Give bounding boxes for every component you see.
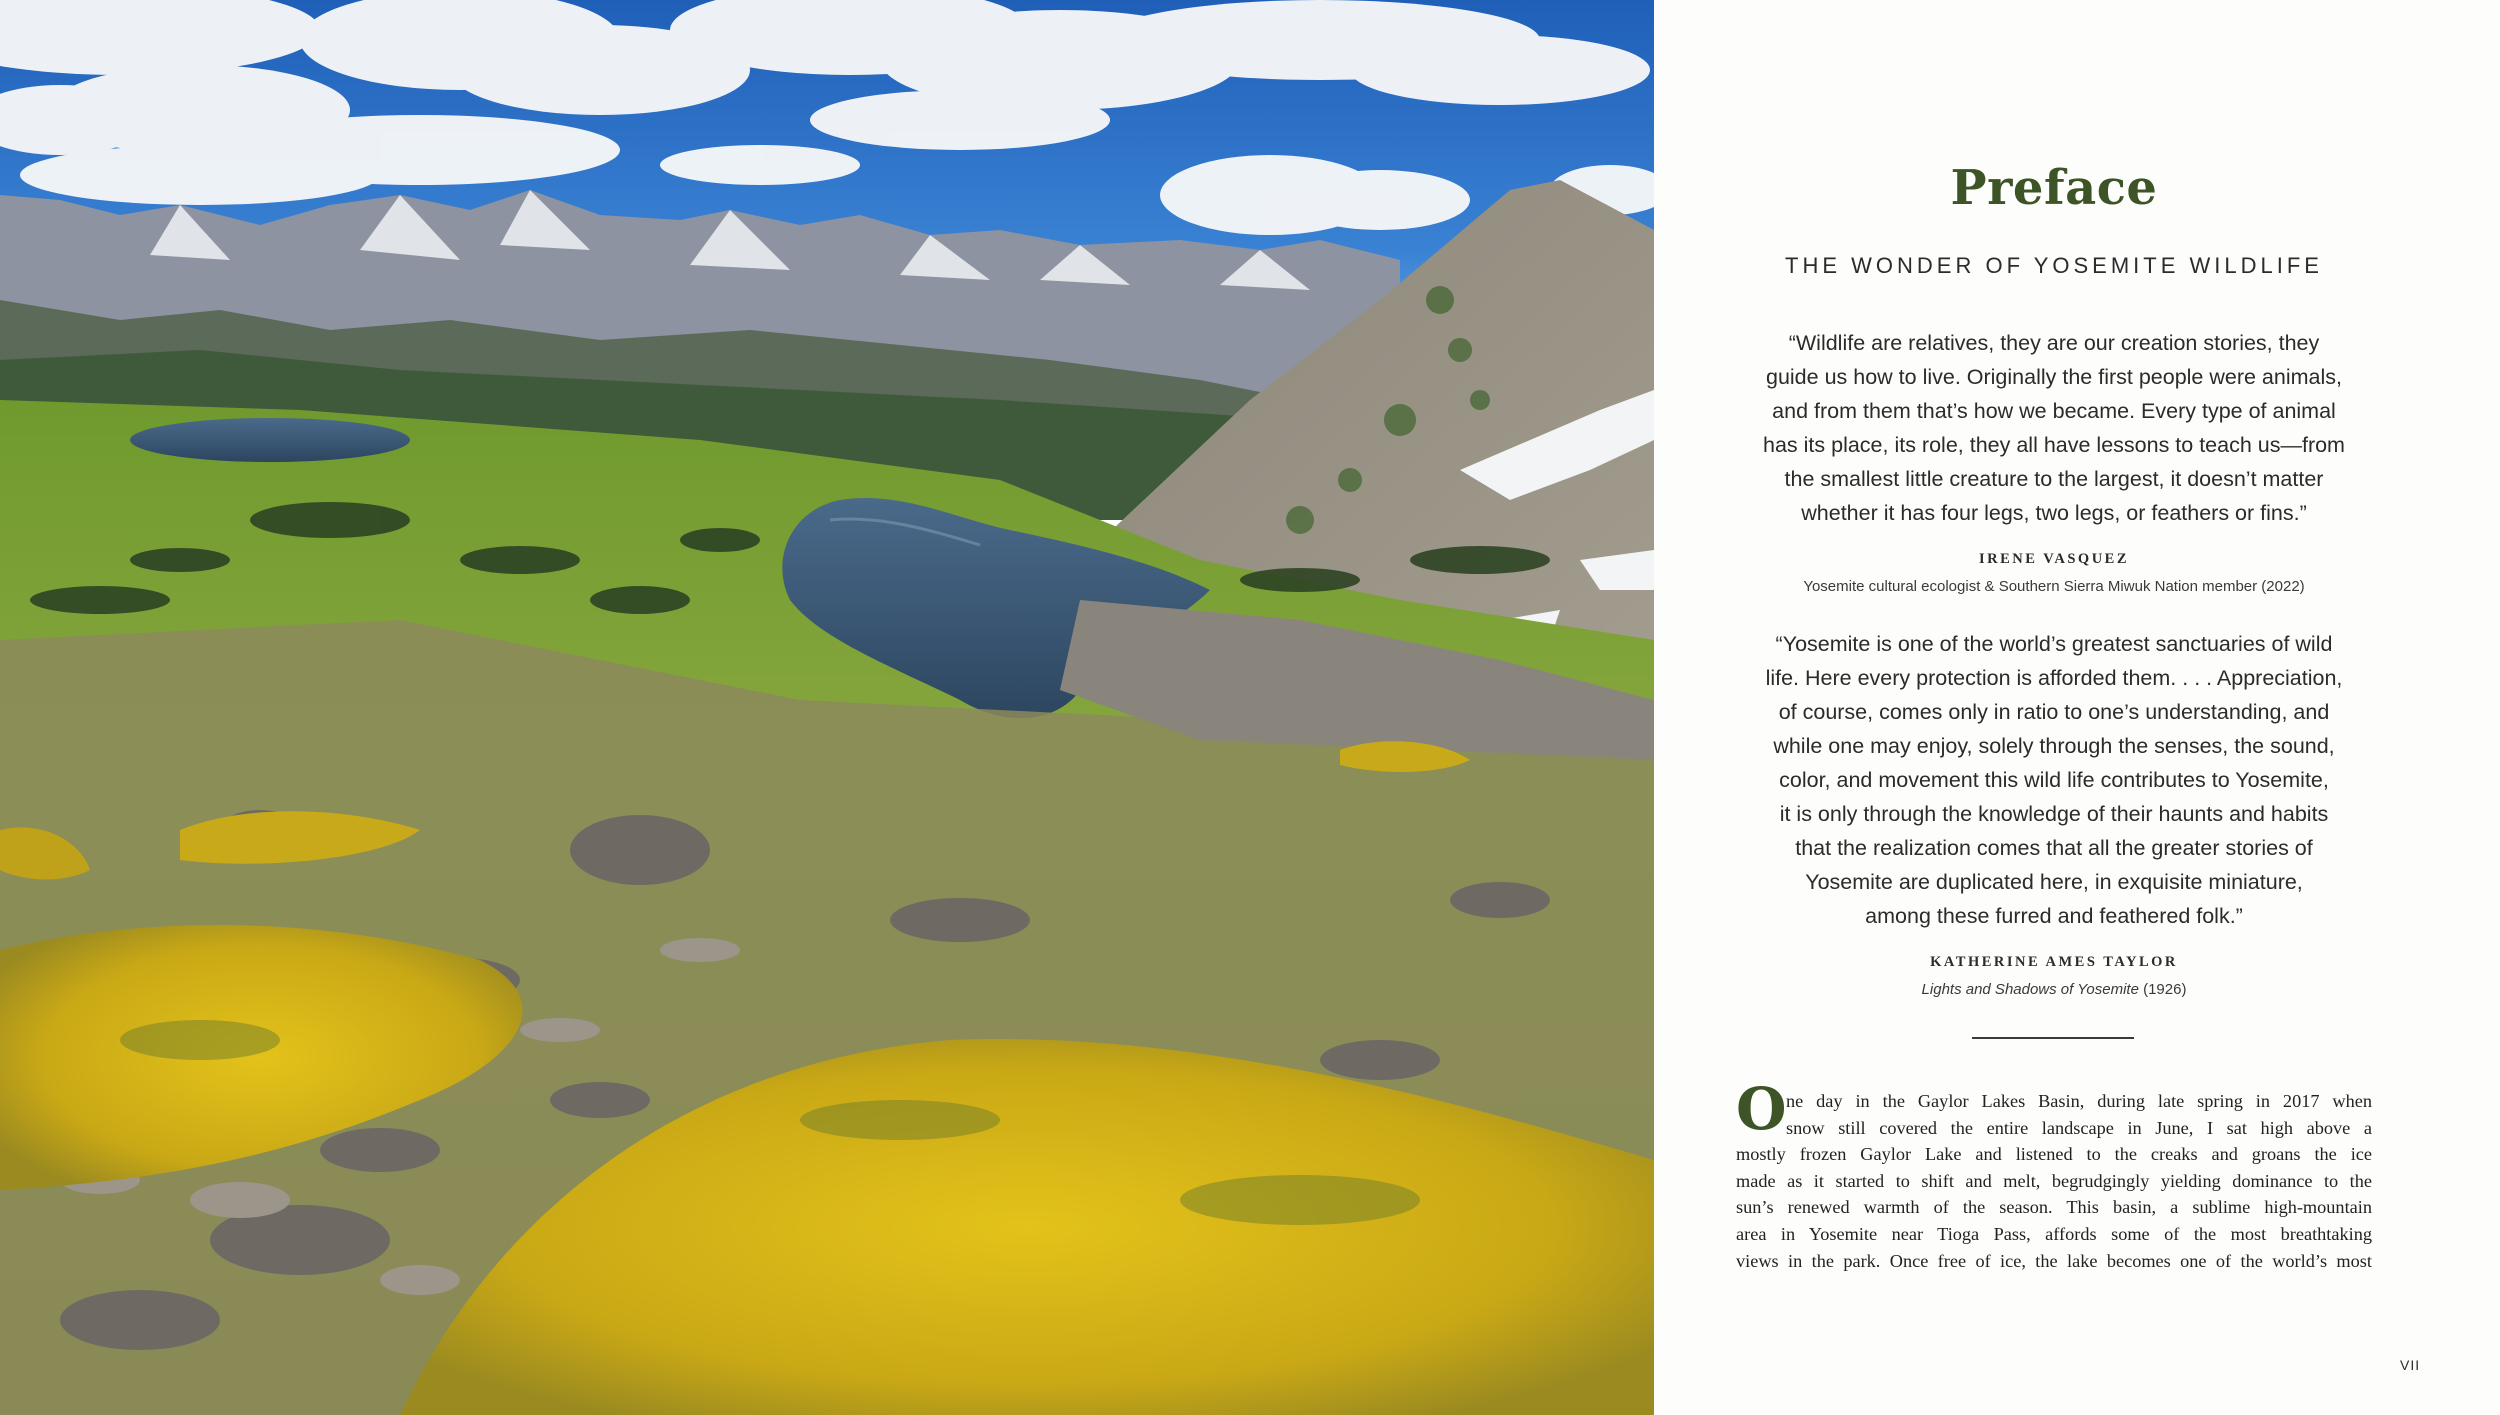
- quote-author-role: Yosemite cultural ecologist & Southern Sierra Miwuk Nation member (2022): [1803, 578, 2305, 595]
- quote-line: guide us how to live. Originally the first people were animals,: [1765, 365, 2342, 389]
- page-title: Preface: [1950, 160, 2158, 216]
- quote-line: and from them that’s how we became. Every type of animal: [1772, 399, 2336, 423]
- quote-line: whether it has four legs, two legs, or feathers or fins.”: [1801, 501, 2307, 525]
- page-number: VII: [2400, 1357, 2421, 1373]
- book-year: (1926): [2143, 981, 2187, 998]
- book-title: Lights and Shadows of Yosemite: [1921, 981, 2139, 998]
- quote-line: has its place, its role, they all have lessons to teach us—from: [1763, 433, 2345, 457]
- quote-line: the smallest little creature to the largest, it doesn’t matter: [1784, 467, 2324, 491]
- body-line: made as it started to shift and melt, begrudgingly yielding dominance to the: [1736, 1170, 2372, 1191]
- body-paragraph: [1736, 1088, 2372, 1274]
- quote-taylor: [1734, 627, 2374, 933]
- quote-line: “Wildlife are relatives, they are our creation stories, they: [1788, 331, 2320, 355]
- text-page: [1654, 0, 2500, 1415]
- body-line: area in Yosemite near Tioga Pass, affords some of the most breathtaking: [1736, 1223, 2372, 1244]
- body-line: views in the park. Once free of ice, the lake becomes one of the world’s most: [1736, 1250, 2372, 1271]
- section-divider: [1972, 1037, 2134, 1039]
- quote-source: [1654, 981, 2454, 998]
- quote-line: of course, comes only in ratio to one’s understanding, and: [1778, 700, 2330, 724]
- quote-line: color, and movement this wild life contributes to Yosemite,: [1779, 768, 2329, 792]
- drop-cap: O: [1736, 1075, 1787, 1143]
- quote-line: while one may enjoy, solely through the senses, the sound,: [1773, 734, 2335, 758]
- quote-line: it is only through the knowledge of their haunts and habits: [1779, 802, 2329, 826]
- body-line: sun’s renewed warmth of the season. This basin, a sublime high-mountain: [1736, 1197, 2372, 1218]
- quote-line: life. Here every protection is afforded them. . . . Appreciation,: [1765, 666, 2343, 690]
- body-line: mostly frozen Gaylor Lake and listened to the creaks and groans the ice: [1736, 1144, 2372, 1165]
- body-line: ne day in the Gaylor Lakes Basin, during late spring in 2017 when: [1786, 1091, 2372, 1111]
- quote-author: KATHERINE AMES TAYLOR: [1930, 954, 2178, 970]
- quote-line: Yosemite are duplicated here, in exquisite miniature,: [1805, 870, 2303, 894]
- body-line: snow still covered the entire landscape in June, I sat high above a: [1786, 1117, 2372, 1138]
- quote-vasquez: [1734, 326, 2374, 530]
- quote-line: among these furred and feathered folk.”: [1865, 904, 2243, 928]
- quote-line: “Yosemite is one of the world’s greatest sanctuaries of wild: [1775, 632, 2333, 656]
- quote-author: IRENE VASQUEZ: [1978, 551, 2130, 567]
- page-subtitle: THE WONDER OF YOSEMITE WILDLIFE: [1785, 253, 2323, 278]
- quote-line: that the realization comes that all the greater stories of: [1795, 836, 2313, 860]
